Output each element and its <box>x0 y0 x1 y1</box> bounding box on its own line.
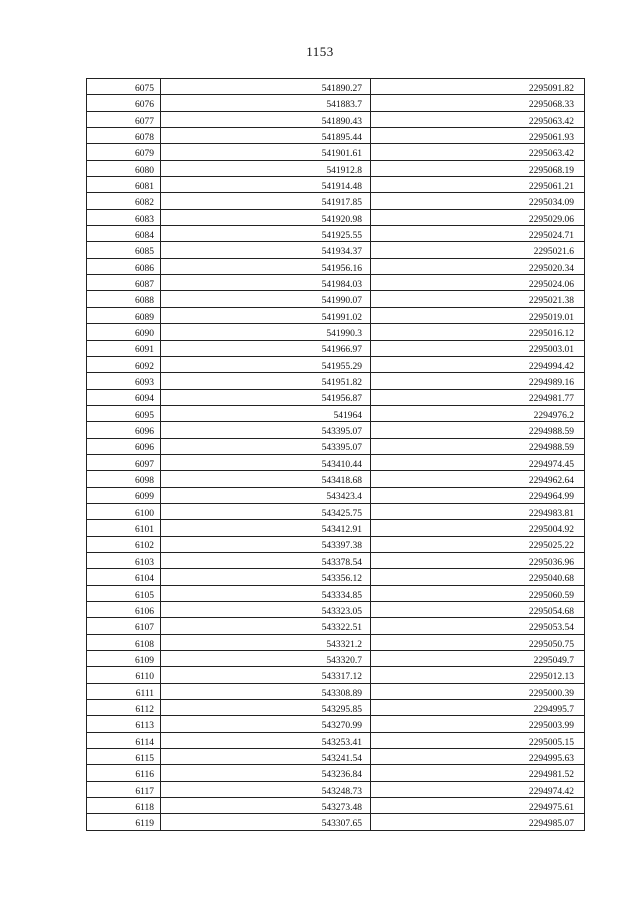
y-coordinate-cell: 2294995.63 <box>371 749 585 765</box>
x-coordinate-cell: 543321.2 <box>161 634 371 650</box>
point-id-cell: 6099 <box>87 487 161 503</box>
x-coordinate-cell: 541990.3 <box>161 324 371 340</box>
y-coordinate-cell: 2294964.99 <box>371 487 585 503</box>
x-coordinate-cell: 541914.48 <box>161 177 371 193</box>
table-row <box>87 700 585 716</box>
point-id-cell: 6119 <box>87 814 161 830</box>
point-id-cell: 6092 <box>87 356 161 372</box>
point-id-cell: 6094 <box>87 389 161 405</box>
y-coordinate-cell: 2295021.6 <box>371 242 585 258</box>
y-coordinate-cell: 2295040.68 <box>371 569 585 585</box>
point-id-cell: 6107 <box>87 618 161 634</box>
y-coordinate-cell: 2295005.15 <box>371 732 585 748</box>
x-coordinate-cell: 541895.44 <box>161 128 371 144</box>
y-coordinate-cell: 2295016.12 <box>371 324 585 340</box>
point-id-cell: 6100 <box>87 503 161 519</box>
point-id-cell: 6079 <box>87 144 161 160</box>
x-coordinate-cell: 543273.48 <box>161 798 371 814</box>
table-row <box>87 651 585 667</box>
y-coordinate-cell: 2295068.19 <box>371 160 585 176</box>
point-id-cell: 6098 <box>87 471 161 487</box>
table-row <box>87 814 585 830</box>
y-coordinate-cell: 2295068.33 <box>371 95 585 111</box>
table-row <box>87 373 585 389</box>
y-coordinate-cell: 2295063.42 <box>371 111 585 127</box>
point-id-cell: 6108 <box>87 634 161 650</box>
point-id-cell: 6105 <box>87 585 161 601</box>
table-row <box>87 242 585 258</box>
y-coordinate-cell: 2295063.42 <box>371 144 585 160</box>
point-id-cell: 6076 <box>87 95 161 111</box>
x-coordinate-cell: 543308.89 <box>161 683 371 699</box>
y-coordinate-cell: 2295029.06 <box>371 209 585 225</box>
y-coordinate-cell: 2295061.21 <box>371 177 585 193</box>
table-row <box>87 226 585 242</box>
x-coordinate-cell: 543236.84 <box>161 765 371 781</box>
point-id-cell: 6111 <box>87 683 161 699</box>
table-row <box>87 585 585 601</box>
point-id-cell: 6106 <box>87 602 161 618</box>
point-id-cell: 6113 <box>87 716 161 732</box>
table-row <box>87 781 585 797</box>
y-coordinate-cell: 2295024.06 <box>371 275 585 291</box>
table-row <box>87 618 585 634</box>
point-id-cell: 6103 <box>87 552 161 568</box>
table-row <box>87 79 585 95</box>
point-id-cell: 6114 <box>87 732 161 748</box>
y-coordinate-cell: 2294995.7 <box>371 700 585 716</box>
y-coordinate-cell: 2295019.01 <box>371 307 585 323</box>
y-coordinate-cell: 2295003.01 <box>371 340 585 356</box>
table-row <box>87 324 585 340</box>
x-coordinate-cell: 541934.37 <box>161 242 371 258</box>
y-coordinate-cell: 2295025.22 <box>371 536 585 552</box>
table-row <box>87 422 585 438</box>
page-number: 1153 <box>306 44 334 59</box>
x-coordinate-cell: 541956.16 <box>161 258 371 274</box>
table-row <box>87 177 585 193</box>
coordinates-table <box>86 78 585 831</box>
y-coordinate-cell: 2295000.39 <box>371 683 585 699</box>
coordinates-table-body <box>87 79 585 831</box>
table-row <box>87 667 585 683</box>
point-id-cell: 6075 <box>87 79 161 95</box>
x-coordinate-cell: 543322.51 <box>161 618 371 634</box>
x-coordinate-cell: 543295.85 <box>161 700 371 716</box>
table-row <box>87 454 585 470</box>
table-row <box>87 487 585 503</box>
table-row <box>87 716 585 732</box>
point-id-cell: 6097 <box>87 454 161 470</box>
table-row <box>87 160 585 176</box>
table-row <box>87 552 585 568</box>
x-coordinate-cell: 541956.87 <box>161 389 371 405</box>
y-coordinate-cell: 2295060.59 <box>371 585 585 601</box>
x-coordinate-cell: 543334.85 <box>161 585 371 601</box>
x-coordinate-cell: 541890.43 <box>161 111 371 127</box>
x-coordinate-cell: 543320.7 <box>161 651 371 667</box>
y-coordinate-cell: 2295021.38 <box>371 291 585 307</box>
point-id-cell: 6116 <box>87 765 161 781</box>
point-id-cell: 6096 <box>87 422 161 438</box>
y-coordinate-cell: 2294985.07 <box>371 814 585 830</box>
x-coordinate-cell: 543307.65 <box>161 814 371 830</box>
point-id-cell: 6095 <box>87 405 161 421</box>
point-id-cell: 6083 <box>87 209 161 225</box>
x-coordinate-cell: 541990.07 <box>161 291 371 307</box>
point-id-cell: 6118 <box>87 798 161 814</box>
x-coordinate-cell: 541925.55 <box>161 226 371 242</box>
y-coordinate-cell: 2295061.93 <box>371 128 585 144</box>
x-coordinate-cell: 543248.73 <box>161 781 371 797</box>
point-id-cell: 6080 <box>87 160 161 176</box>
point-id-cell: 6117 <box>87 781 161 797</box>
x-coordinate-cell: 543425.75 <box>161 503 371 519</box>
x-coordinate-cell: 543241.54 <box>161 749 371 765</box>
table-row <box>87 258 585 274</box>
y-coordinate-cell: 2295050.75 <box>371 634 585 650</box>
table-row <box>87 602 585 618</box>
y-coordinate-cell: 2294983.81 <box>371 503 585 519</box>
x-coordinate-cell: 541991.02 <box>161 307 371 323</box>
point-id-cell: 6110 <box>87 667 161 683</box>
y-coordinate-cell: 2294994.42 <box>371 356 585 372</box>
point-id-cell: 6087 <box>87 275 161 291</box>
x-coordinate-cell: 541964 <box>161 405 371 421</box>
point-id-cell: 6081 <box>87 177 161 193</box>
point-id-cell: 6096 <box>87 438 161 454</box>
y-coordinate-cell: 2294989.16 <box>371 373 585 389</box>
point-id-cell: 6093 <box>87 373 161 389</box>
table-row <box>87 520 585 536</box>
table-row <box>87 569 585 585</box>
table-row <box>87 111 585 127</box>
x-coordinate-cell: 541951.82 <box>161 373 371 389</box>
table-row <box>87 634 585 650</box>
x-coordinate-cell: 543378.54 <box>161 552 371 568</box>
y-coordinate-cell: 2295020.34 <box>371 258 585 274</box>
y-coordinate-cell: 2294974.45 <box>371 454 585 470</box>
table-row <box>87 340 585 356</box>
y-coordinate-cell: 2294981.77 <box>371 389 585 405</box>
point-id-cell: 6084 <box>87 226 161 242</box>
point-id-cell: 6091 <box>87 340 161 356</box>
table-row <box>87 405 585 421</box>
table-row <box>87 356 585 372</box>
point-id-cell: 6101 <box>87 520 161 536</box>
y-coordinate-cell: 2295049.7 <box>371 651 585 667</box>
y-coordinate-cell: 2295053.54 <box>371 618 585 634</box>
y-coordinate-cell: 2295004.92 <box>371 520 585 536</box>
x-coordinate-cell: 543395.07 <box>161 438 371 454</box>
y-coordinate-cell: 2295024.71 <box>371 226 585 242</box>
y-coordinate-cell: 2295034.09 <box>371 193 585 209</box>
table-row <box>87 471 585 487</box>
point-id-cell: 6077 <box>87 111 161 127</box>
y-coordinate-cell: 2294975.61 <box>371 798 585 814</box>
table-row <box>87 144 585 160</box>
x-coordinate-cell: 543253.41 <box>161 732 371 748</box>
y-coordinate-cell: 2295003.99 <box>371 716 585 732</box>
point-id-cell: 6085 <box>87 242 161 258</box>
point-id-cell: 6104 <box>87 569 161 585</box>
x-coordinate-cell: 543395.07 <box>161 422 371 438</box>
y-coordinate-cell: 2294988.59 <box>371 438 585 454</box>
table-row <box>87 389 585 405</box>
point-id-cell: 6109 <box>87 651 161 667</box>
y-coordinate-cell: 2295012.13 <box>371 667 585 683</box>
table-row <box>87 193 585 209</box>
table-row <box>87 765 585 781</box>
y-coordinate-cell: 2295036.96 <box>371 552 585 568</box>
x-coordinate-cell: 543418.68 <box>161 471 371 487</box>
y-coordinate-cell: 2294981.52 <box>371 765 585 781</box>
x-coordinate-cell: 541955.29 <box>161 356 371 372</box>
table-row <box>87 291 585 307</box>
table-row <box>87 732 585 748</box>
x-coordinate-cell: 541912.8 <box>161 160 371 176</box>
x-coordinate-cell: 543423.4 <box>161 487 371 503</box>
table-row <box>87 683 585 699</box>
table-row <box>87 275 585 291</box>
x-coordinate-cell: 541966.97 <box>161 340 371 356</box>
x-coordinate-cell: 541883.7 <box>161 95 371 111</box>
x-coordinate-cell: 543323.05 <box>161 602 371 618</box>
table-row <box>87 307 585 323</box>
point-id-cell: 6086 <box>87 258 161 274</box>
y-coordinate-cell: 2295054.68 <box>371 602 585 618</box>
table-row <box>87 128 585 144</box>
x-coordinate-cell: 541920.98 <box>161 209 371 225</box>
x-coordinate-cell: 543397.38 <box>161 536 371 552</box>
x-coordinate-cell: 543270.99 <box>161 716 371 732</box>
y-coordinate-cell: 2294974.42 <box>371 781 585 797</box>
point-id-cell: 6090 <box>87 324 161 340</box>
point-id-cell: 6115 <box>87 749 161 765</box>
point-id-cell: 6089 <box>87 307 161 323</box>
point-id-cell: 6102 <box>87 536 161 552</box>
y-coordinate-cell: 2294988.59 <box>371 422 585 438</box>
point-id-cell: 6078 <box>87 128 161 144</box>
point-id-cell: 6112 <box>87 700 161 716</box>
table-row <box>87 95 585 111</box>
point-id-cell: 6088 <box>87 291 161 307</box>
x-coordinate-cell: 541917.85 <box>161 193 371 209</box>
x-coordinate-cell: 543356.12 <box>161 569 371 585</box>
x-coordinate-cell: 541890.27 <box>161 79 371 95</box>
y-coordinate-cell: 2294962.64 <box>371 471 585 487</box>
x-coordinate-cell: 543412.91 <box>161 520 371 536</box>
table-row <box>87 503 585 519</box>
table-row <box>87 209 585 225</box>
x-coordinate-cell: 541984.03 <box>161 275 371 291</box>
table-row <box>87 749 585 765</box>
x-coordinate-cell: 543317.12 <box>161 667 371 683</box>
y-coordinate-cell: 2294976.2 <box>371 405 585 421</box>
table-row <box>87 438 585 454</box>
point-id-cell: 6082 <box>87 193 161 209</box>
y-coordinate-cell: 2295091.82 <box>371 79 585 95</box>
table-row <box>87 536 585 552</box>
x-coordinate-cell: 543410.44 <box>161 454 371 470</box>
x-coordinate-cell: 541901.61 <box>161 144 371 160</box>
table-row <box>87 798 585 814</box>
